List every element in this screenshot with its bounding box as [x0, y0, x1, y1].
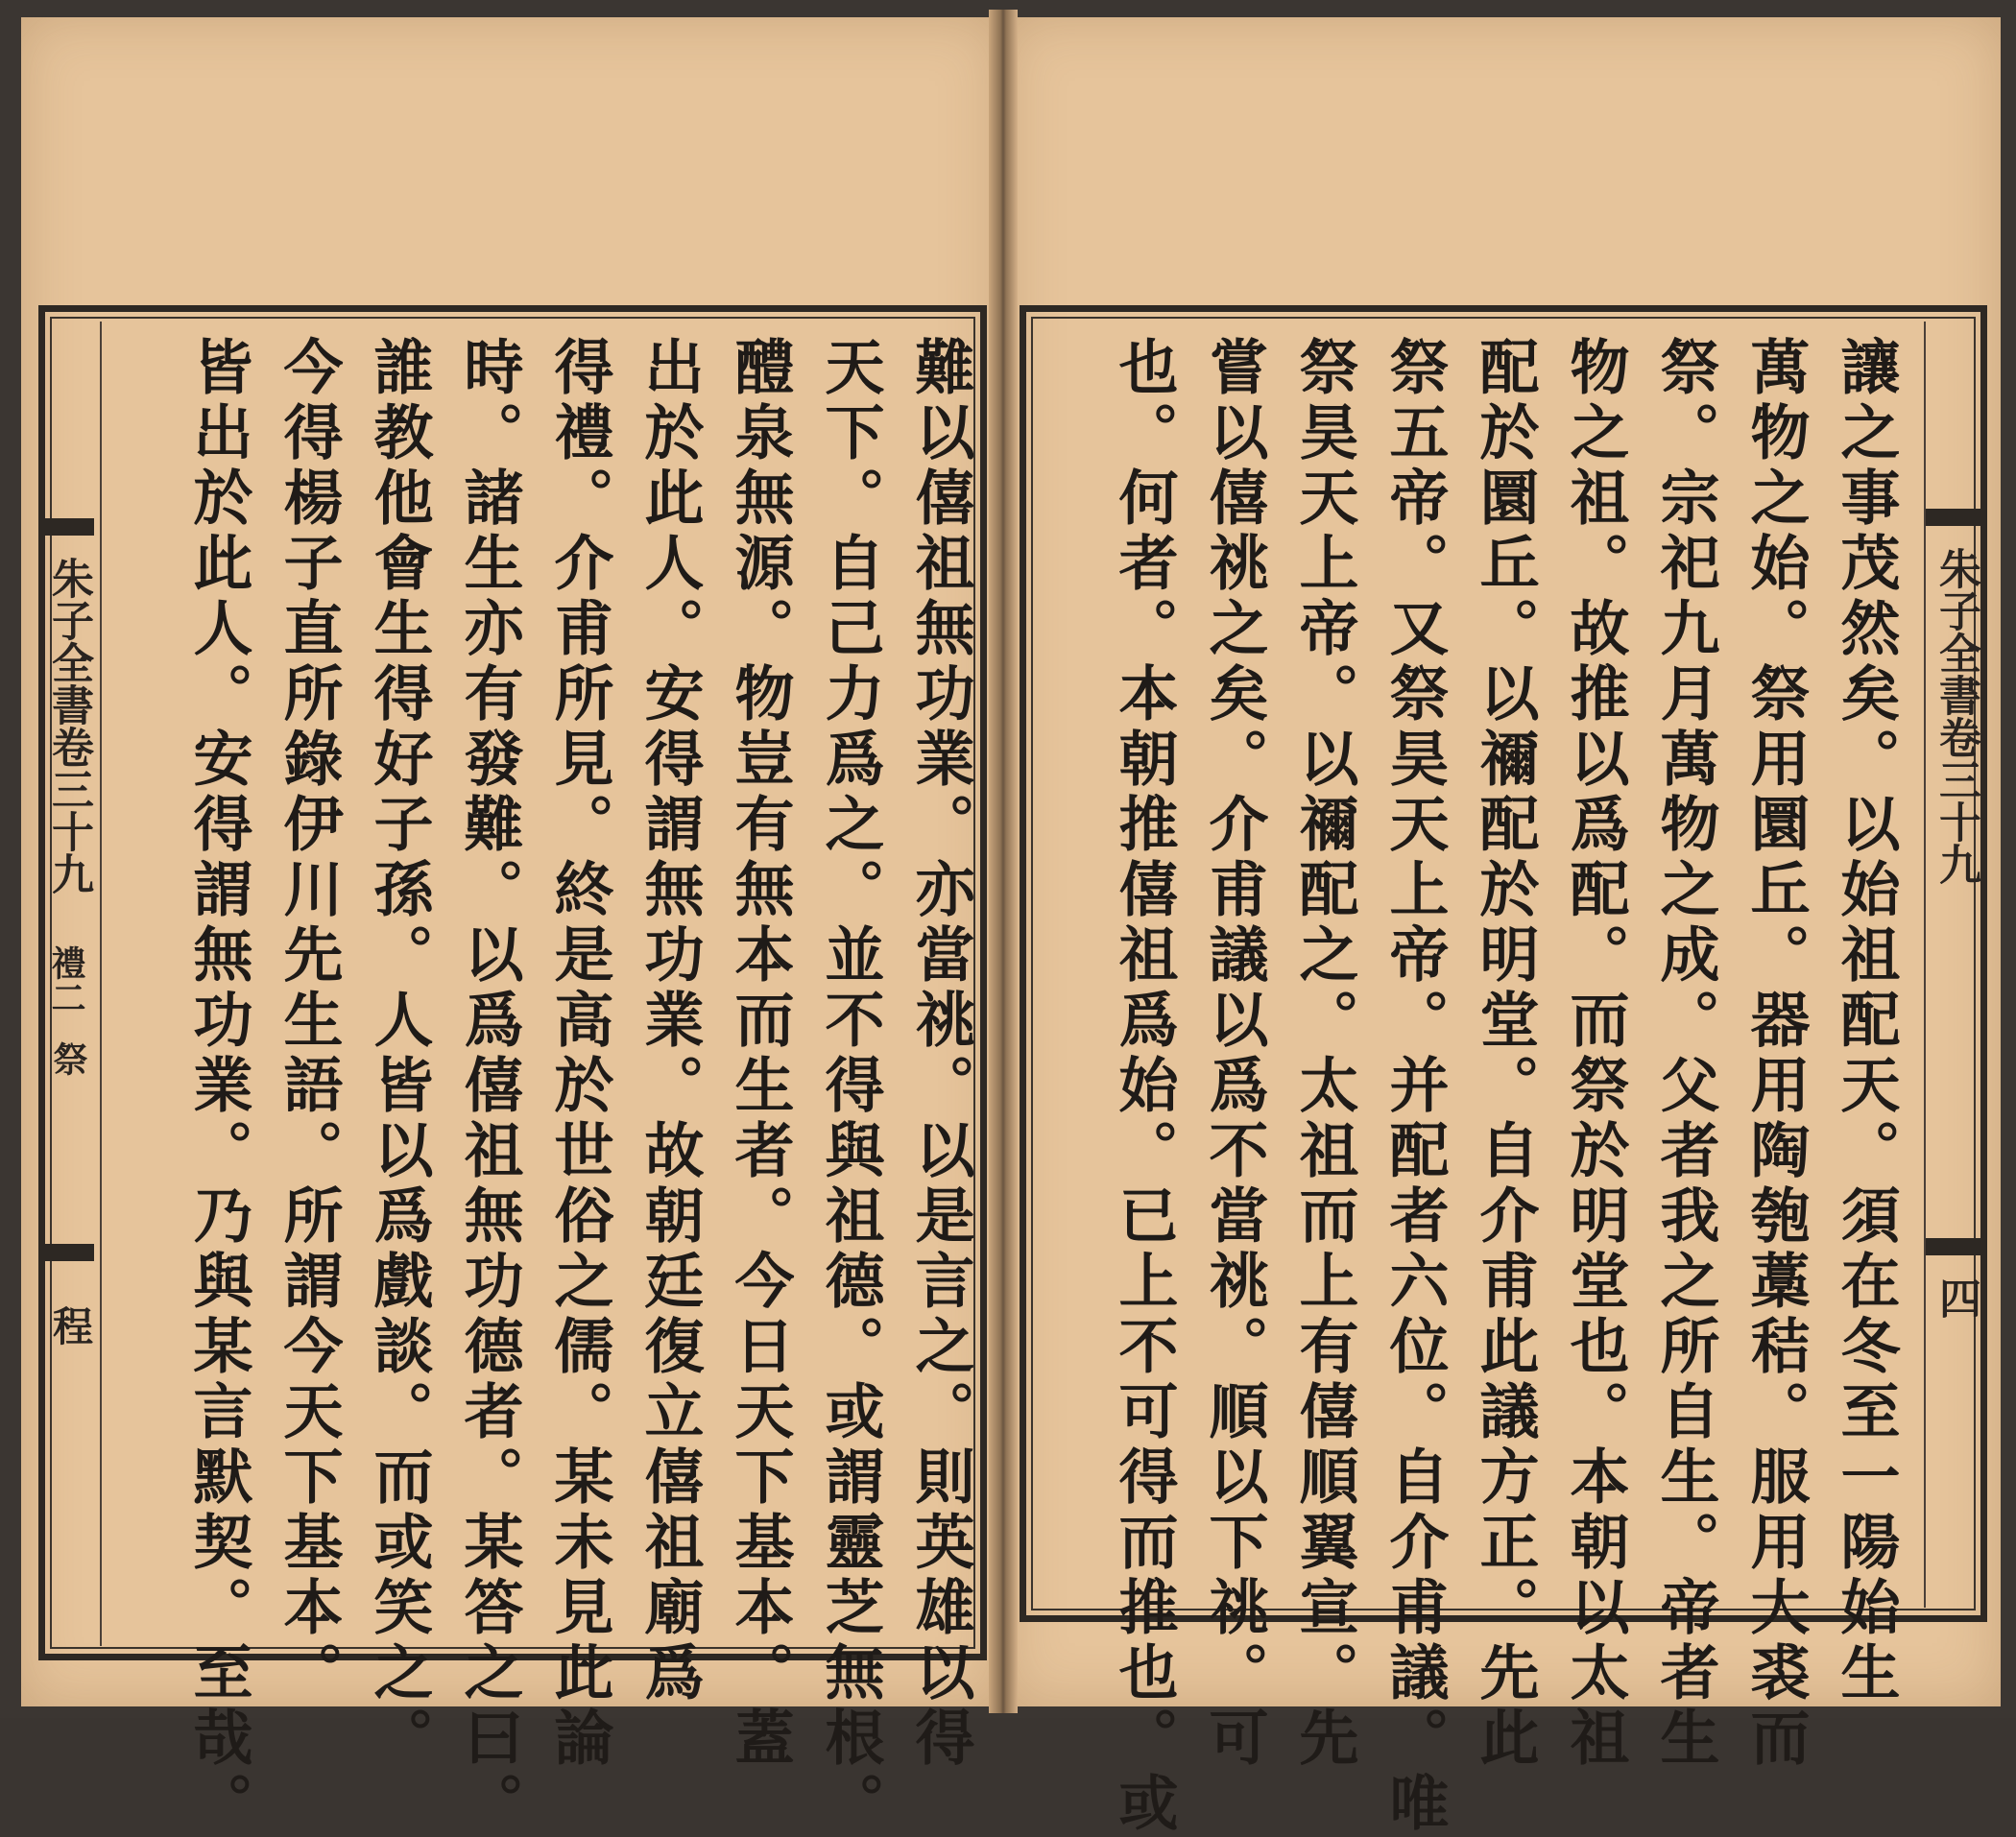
right-fishtail-top — [1926, 509, 1981, 526]
right-text-column: 嘗以僖祧之矣。介甫議以爲不當祧。順以下祧。可 — [1199, 336, 1269, 1772]
left-text-column: 難以僖祖無功業。亦當祧。以是言之。則英雄以得 — [905, 336, 975, 1772]
right-text-column: 祭昊天上帝。以禰配之。太祖而上有僖順翼宣。先 — [1289, 336, 1359, 1772]
right-text-column: 也。何者。本朝推僖祖爲始。已上不可得而推也。或 — [1109, 336, 1179, 1837]
left-spine-title: 朱子全書卷三十九 — [44, 557, 93, 895]
right-text-column: 萬物之始。祭用圜丘。器用陶匏藁秸。服用大裘而 — [1740, 336, 1811, 1772]
left-text-column: 出於此人。安得謂無功業。故朝廷復立僖祖廟爲 — [635, 336, 705, 1706]
left-text-column: 天下。自己力爲之。並不得與祖德。或謂靈芝無根。 — [815, 336, 885, 1837]
right-text-column: 讓之事茂然矣。以始祖配天。須在冬至一陽始生 — [1831, 336, 1901, 1706]
right-spine-folio: 四 — [1932, 1276, 1980, 1319]
left-text-column: 時。諸生亦有發難。以爲僖祖無功德者。某答之曰。 — [454, 336, 524, 1837]
left-fishtail-top — [38, 518, 94, 536]
right-text-column: 配於圜丘。以禰配於明堂。自介甫此議方正。先此 — [1470, 336, 1540, 1772]
left-text-column: 醴泉無源。物豈有無本而生者。今日天下基本。蓋 — [725, 336, 795, 1772]
left-text-column: 今得楊子直所錄伊川先生語。所謂今天下基本。 — [274, 336, 344, 1706]
book-gutter — [989, 10, 1018, 1713]
left-spine-section: 禮二 — [46, 945, 86, 1014]
left-fishtail-bottom — [38, 1244, 94, 1261]
left-spine-subsection: 祭 — [48, 1041, 88, 1076]
right-spine-title: 朱子全書卷三十九 — [1932, 547, 1980, 885]
left-text-column: 得禮。介甫所見。終是高於世俗之儒。某未見此論 — [544, 336, 614, 1772]
left-text-column: 誰教他會生得好子孫。人皆以爲戲談。而或笑之。 — [364, 336, 434, 1772]
right-text-column: 物之祖。故推以爲配。而祭於明堂也。本朝以太祖 — [1560, 336, 1630, 1772]
right-fishtail-bottom — [1926, 1238, 1981, 1255]
right-text-column: 祭。宗祀九月萬物之成。父者我之所自生。帝者生 — [1650, 336, 1720, 1772]
left-text-column: 皆出於此人。安得謂無功業。乃與某言默契。至哉。 — [183, 336, 253, 1837]
right-text-column: 祭五帝。又祭昊天上帝。并配者六位。自介甫議。唯 — [1380, 336, 1450, 1837]
left-spine-rule — [100, 322, 102, 1646]
left-spine-folio: 程 — [47, 1305, 94, 1346]
